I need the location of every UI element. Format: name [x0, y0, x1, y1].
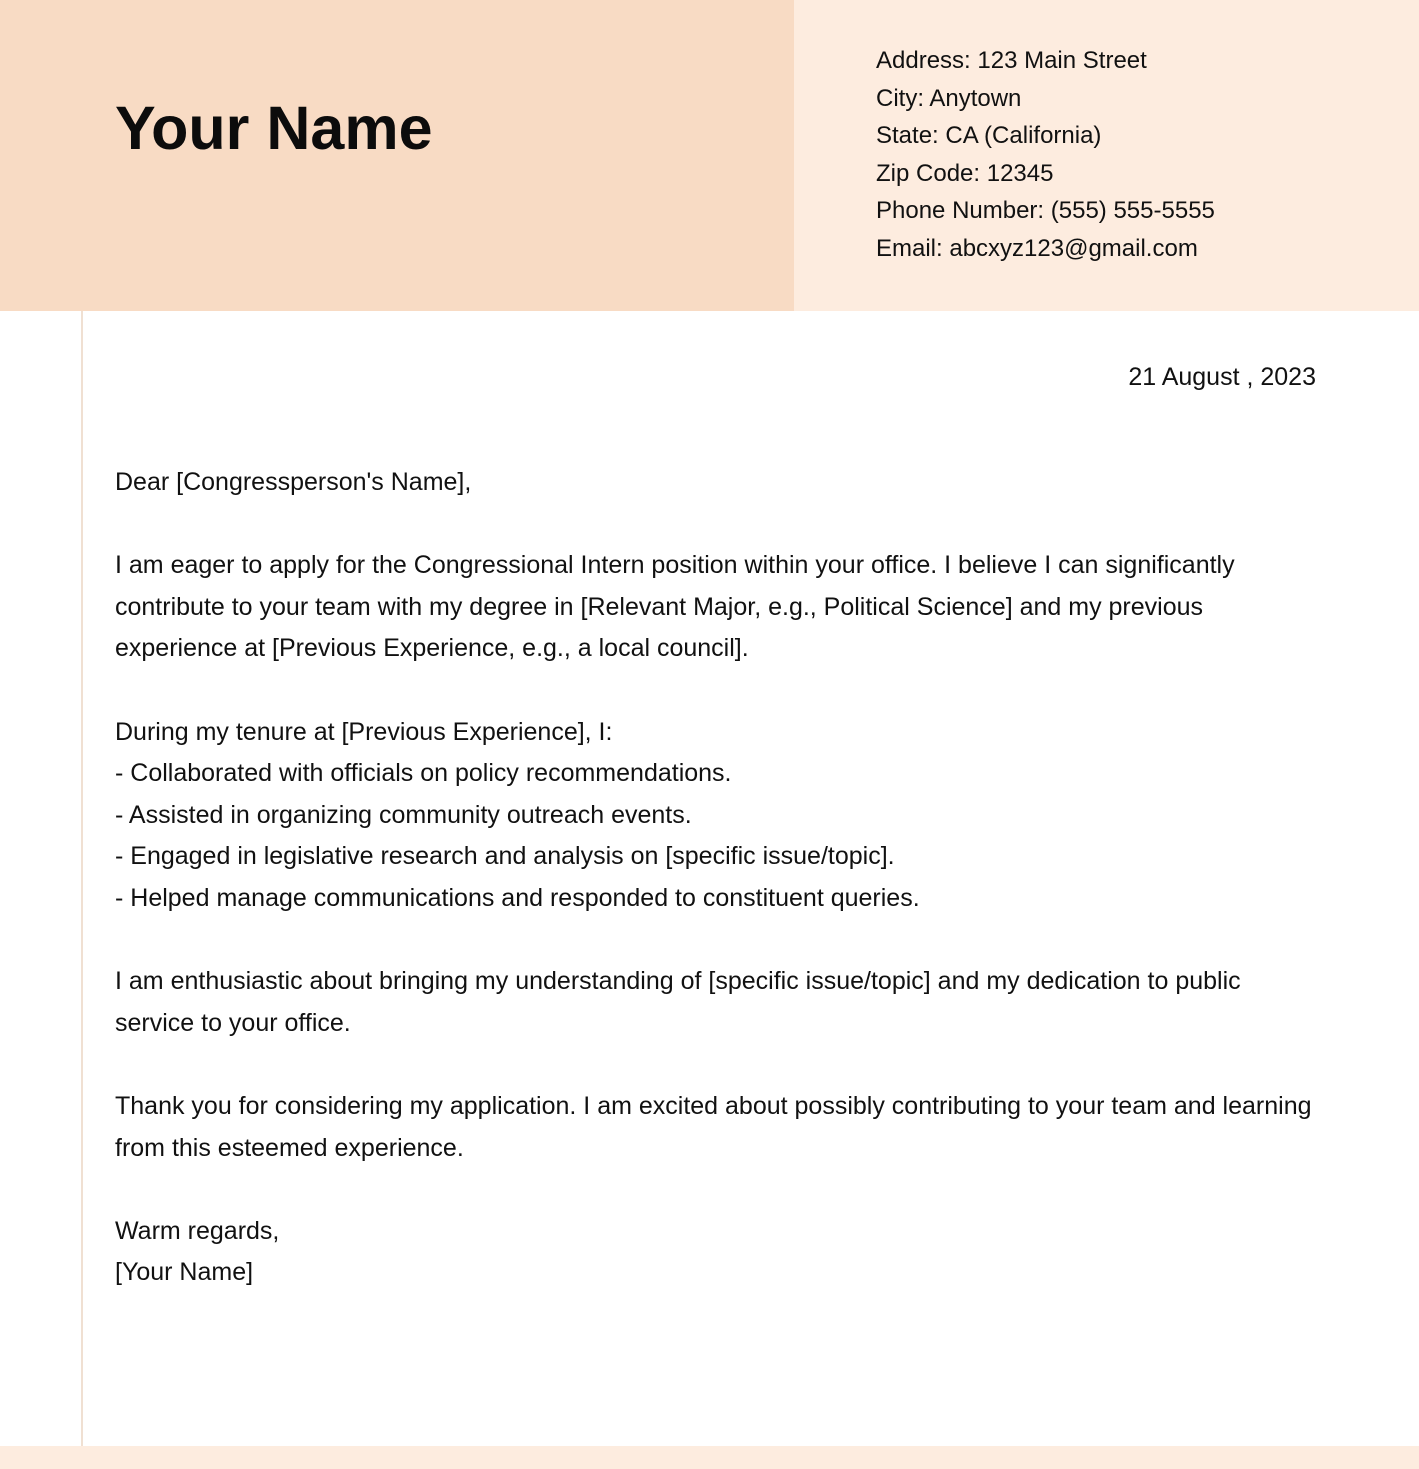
- contact-email: Email: abcxyz123@gmail.com: [876, 234, 1198, 262]
- footer-band: [0, 1446, 1419, 1469]
- contact-address: Address: 123 Main Street: [876, 47, 1147, 74]
- header-name-panel: [0, 0, 794, 311]
- contact-phone: Phone Number: (555) 555-5555: [876, 197, 1215, 224]
- list-item: - Helped manage communications and responded to constituent queries.: [115, 883, 920, 912]
- page-title: Your Name: [115, 94, 433, 162]
- thanks-paragraph: Thank you for considering my application. I am excited about possibly contributing to your team and learning from this esteemed experience.: [115, 1091, 1312, 1162]
- contact-state: State: CA (California): [876, 122, 1102, 149]
- experience-intro: During my tenure at [Previous Experience], I:: [115, 717, 613, 746]
- experience-paragraph: [115, 712, 1325, 920]
- margin-divider: [81, 311, 83, 1446]
- list-item: - Engaged in legislative research and analysis on [specific issue/topic].: [115, 842, 895, 871]
- contact-zip: Zip Code: 12345: [876, 159, 1054, 187]
- contact-info: [876, 42, 1215, 267]
- enthusiasm-paragraph: I am enthusiastic about bringing my understanding of [specific issue/topic] and my dedication to public service to your office.: [115, 967, 1241, 1037]
- signature: [Your Name]: [115, 1258, 254, 1287]
- list-item: - Assisted in organizing community outreach events.: [115, 800, 692, 829]
- salutation: Dear [Congressperson's Name],: [115, 468, 472, 496]
- closing-block: [115, 1211, 1325, 1294]
- letter-body: [115, 462, 1325, 1294]
- letter-date: 21 August , 2023: [1128, 363, 1316, 391]
- contact-city: City: Anytown: [876, 84, 1022, 112]
- list-item: - Collaborated with officials on policy recommendations.: [115, 759, 732, 788]
- closing-phrase: Warm regards,: [115, 1216, 280, 1245]
- intro-paragraph: I am eager to apply for the Congressional Intern position within your office. I believe I can significantly contribute to your team with my degree in [Relevant Major, e.g., Political Science] and my previous experience at [Previous Experience, e.g., a local council].: [115, 551, 1235, 663]
